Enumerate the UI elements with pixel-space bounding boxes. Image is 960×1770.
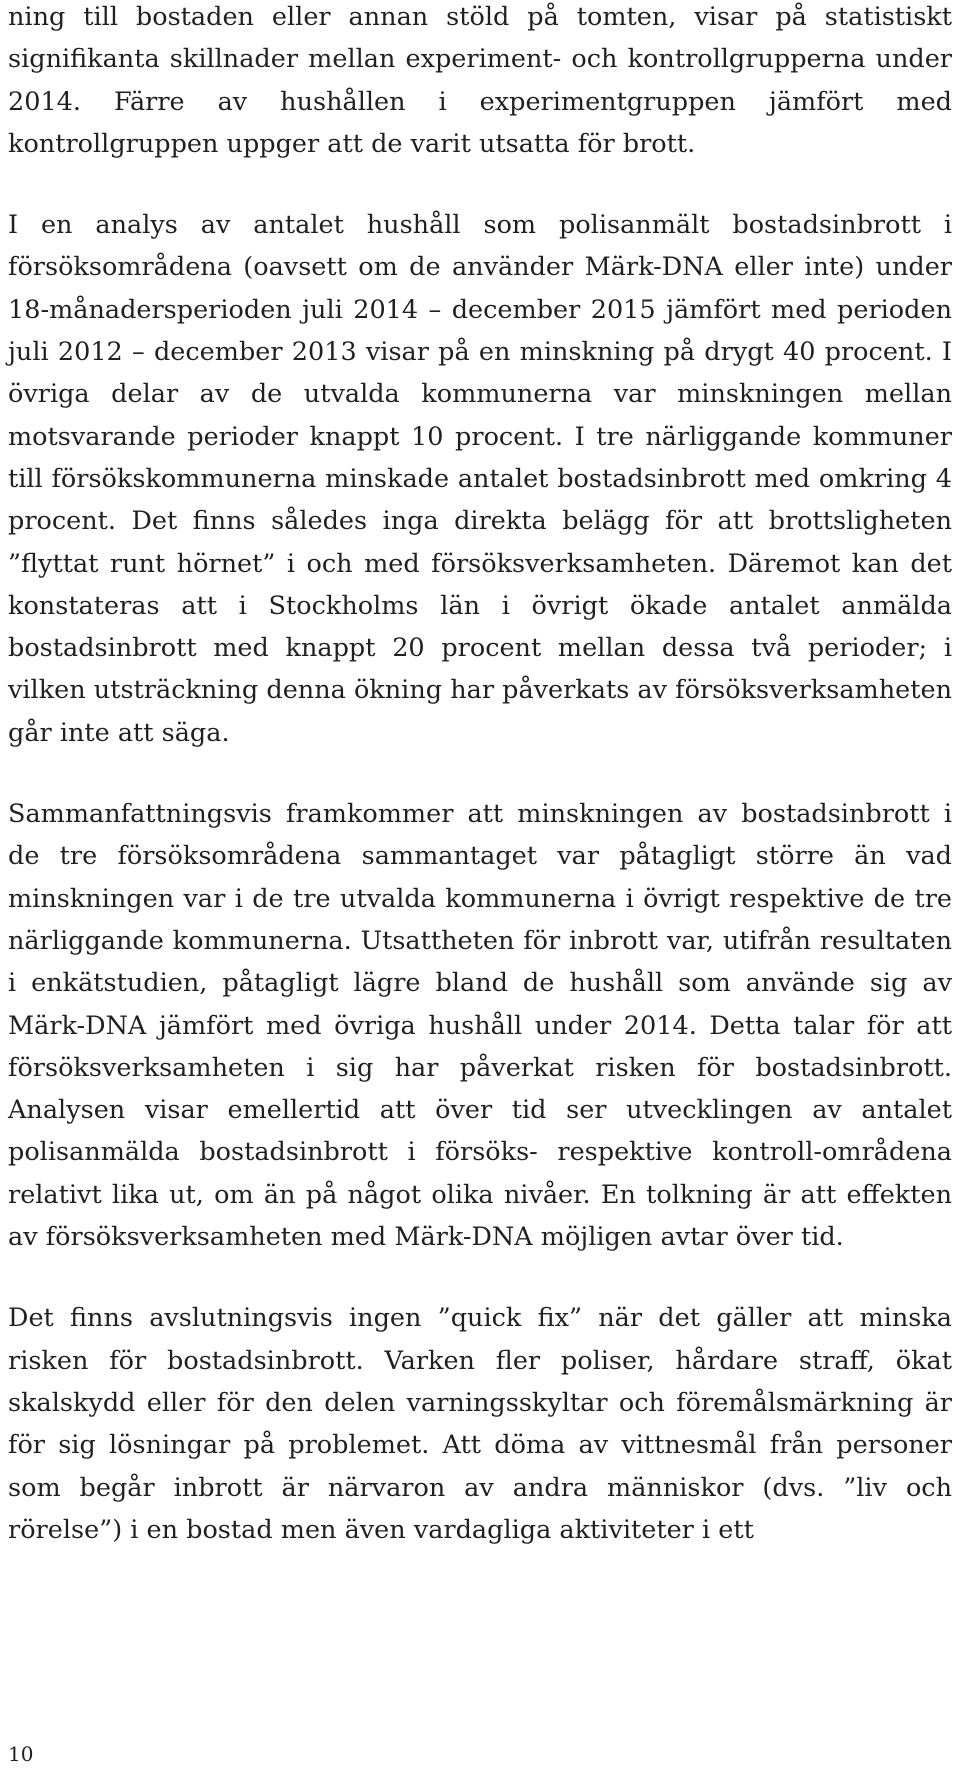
paragraph-continued-intro: ning till bostaden eller annan stöld på tomten, visar på statistiskt signifikanta skillnader mellan experiment- och kontrollgrupperna under 2014. Färre av hushållen i experimentgruppen jämfört med kontrollgruppen uppger att de varit utsatta för brott. — [8, 2, 952, 159]
document-page — [8, 0, 952, 1551]
paragraph-summary: Sammanfattningsvis framkommer att minskningen av bostadsinbrott i de tre försöksområdena sammantaget var påtagligt större än vad minskningen var i de tre utvalda kommunerna i övrigt respektive de tre närliggande kommunerna. Utsattheten för inbrott var, utifrån resultaten i enkätstudien, påtagligt lägre bland de hushåll som använde sig av Märk-DNA jämfört med övriga hushåll under 2014. Detta talar för att försöksverksamheten i sig har påverkat risken för bostadsinbrott. Analysen visar emellertid att över tid ser utvecklingen av antalet polisanmälda bostadsinbrott i försöks- respektive kontroll-områdena relativt lika ut, om än på något olika nivåer. En tolkning är att effekten av försöksverksamheten med Märk-DNA möjligen avtar över tid. — [8, 799, 952, 1253]
paragraph-conclusion: Det finns avslutningsvis ingen ”quick fix” när det gäller att minska risken för bostadsinbrott. Varken fler poliser, hårdare straff, ökat skalskydd eller för den delen varningsskyltar och föremålsmärkning är för sig lösningar på problemet. Att döma av vittnesmål från personer som begår inbrott är närvaron av andra människor (dvs. ”liv och rörelse”) i en bostad men även vardagliga aktiviteter i ett — [8, 1303, 952, 1545]
paragraph-burglary-analysis: I en analys av antalet hushåll som polisanmält bostadsinbrott i försöksområdena (oavsett om de använder Märk-DNA eller inte) under 18-månadersperioden juli 2014 – december 2015 jämfört med perioden juli 2012 – december 2013 visar på en minskning på drygt 40 procent. I övriga delar av de utvalda kommunerna var minskningen mellan motsvarande perioder knappt 10 procent. I tre närliggande kommuner till försökskommunerna minskade antalet bostadsinbrott med omkring 4 procent. Det finns således inga direkta belägg för att brottsligheten ”flyttat runt hörnet” i och med försöksverksamheten. Däremot kan det konstateras att i Stockholms län i övrigt ökade antalet anmälda bostadsinbrott med knappt 20 procent mellan dessa två perioder; i vilken utsträckning denna ökning har påverkats av försöksverksamheten går inte att säga. — [8, 210, 952, 748]
page-number: 10 — [8, 1742, 34, 1766]
